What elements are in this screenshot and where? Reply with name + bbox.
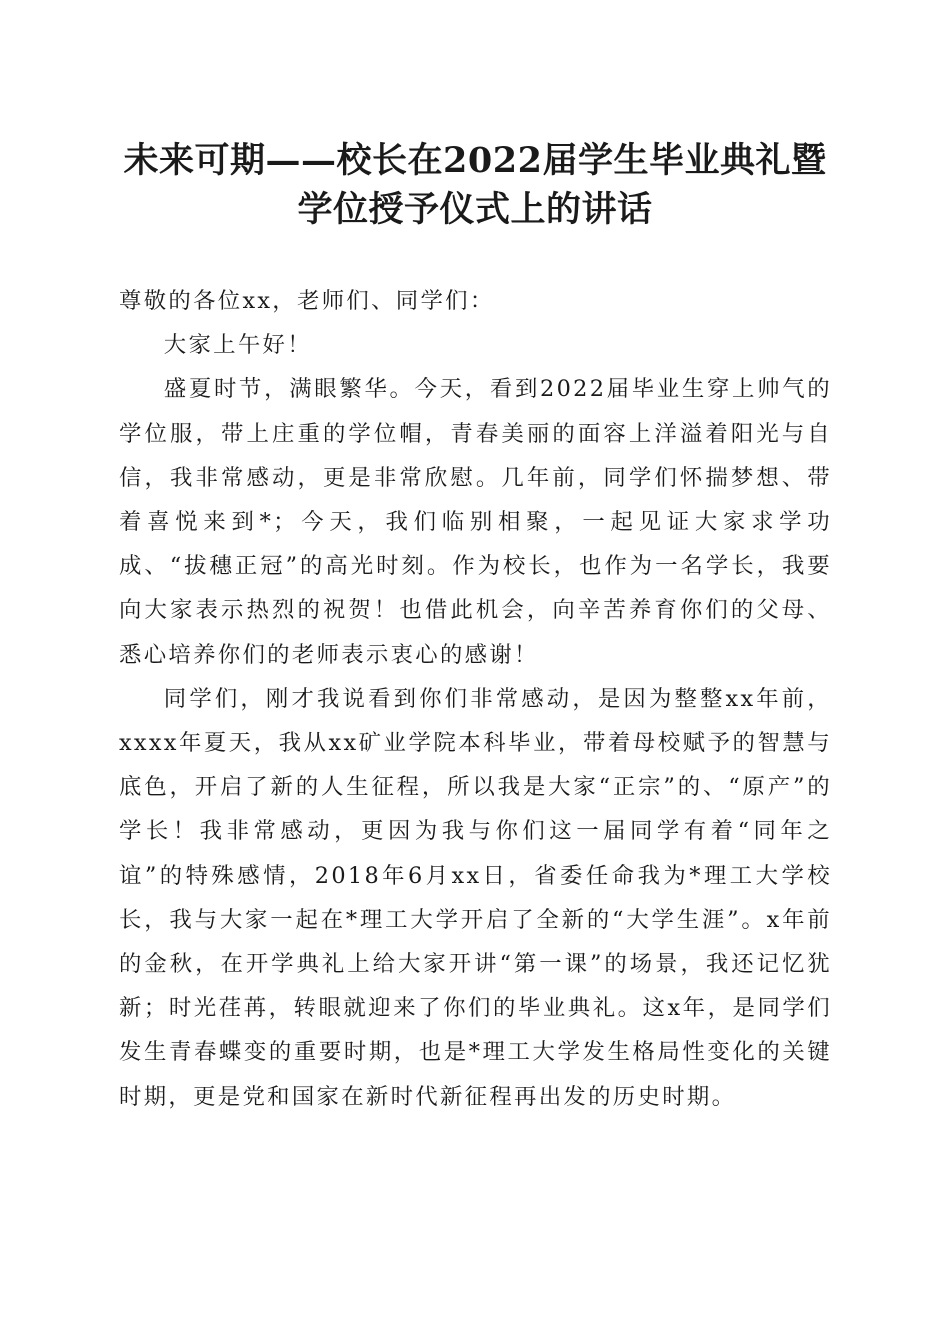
page-title xyxy=(80,136,870,234)
title-line-1: 未来可期——校长在2022届学生毕业典礼暨 xyxy=(123,140,827,181)
greeting: 大家上午好！ xyxy=(163,332,312,359)
speech-body xyxy=(119,279,832,1119)
salutation: 尊敬的各位xx，老师们、同学们： xyxy=(119,288,495,314)
paragraph-1: 盛夏时节，满眼繁华。今天，看到2022届毕业生穿上帅气的学位服，带上庄重的学位帽，青春美丽的面容上洋溢着阳光与自信，我非常感动，更是非常欣慰。几年前，同学们怀揣梦想、带着喜悦来到*；今天，我们临别相聚，一起见证大家求学功成、“拔穗正冠”的高光时刻。作为校长，也作为一名学长，我要向大家表示热烈的祝贺！也借此机会，向辛苦养育你们的父母、悉心培养你们的老师表示衷心的感谢！ xyxy=(119,376,832,668)
paragraph-2: 同学们，刚才我说看到你们非常感动，是因为整整xx年前，xxxx年夏天，我从xx矿业学院本科毕业，带着母校赋予的智慧与底色，开启了新的人生征程，所以我是大家“正宗”的、“原产”的学长！我非常感动，更因为我与你们这一届同学有着“同年之谊”的特殊感情，2018年6月xx日，省委任命我为*理工大学校长，我与大家一起在*理工大学开启了全新的“大学生涯”。x年前的金秋，在开学典礼上给大家开讲“第一课”的场景，我还记忆犹新；时光荏苒，转眼就迎来了你们的毕业典礼。这x年，是同学们发生青春蝶变的重要时期，也是*理工大学发生格局性变化的关键时期，更是党和国家在新时代新征程再出发的历史时期。 xyxy=(119,685,832,1110)
title-line-2: 学位授予仪式上的讲话 xyxy=(297,189,653,230)
